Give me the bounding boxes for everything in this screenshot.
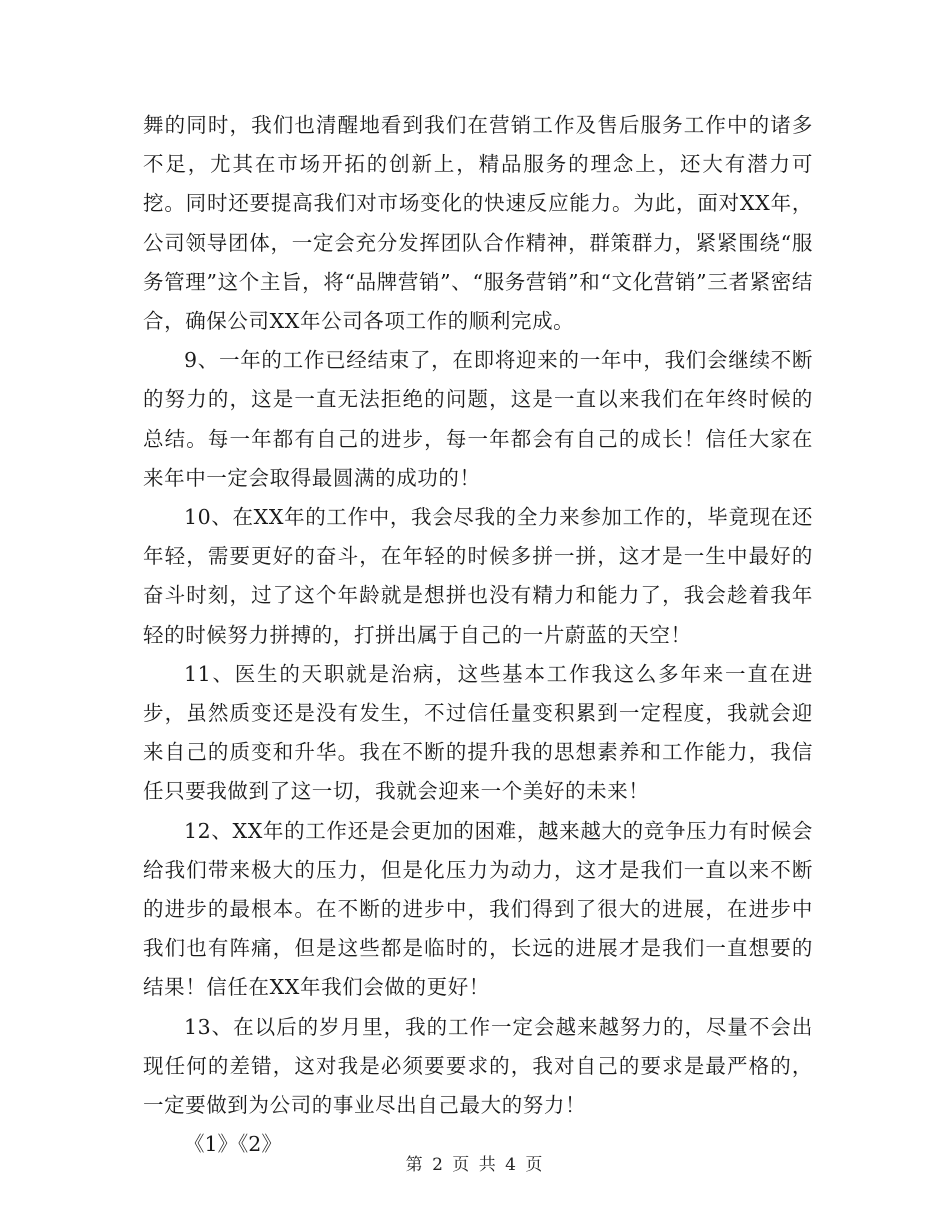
paragraph-item-12: 12、XX年的工作还是会更加的困难，越来越大的竞争压力有时候会给我们带来极大的压力，但是化压力为动力，这才是我们一直以来不断的进步的最根本。在不断的进步中，我们得到了很大的进展，在进步中我们也有阵痛，但是这些都是临时的，长远的进展才是我们一直想要的结果！信任在XX年我们会做的更好！ xyxy=(143,818,813,1000)
page-link-2[interactable]: 《2》 xyxy=(238,1132,282,1157)
paragraph-item-9: 9、一年的工作已经结束了，在即将迎来的一年中，我们会继续不断的努力的，这是一直无法拒绝的问题，这是一直以来我们在年终时候的总结。每一年都有自己的进步，每一年都会有自己的成长！信任大家在来年中一定会取得最圆满的成功的！ xyxy=(143,348,813,490)
document-body xyxy=(143,106,813,1164)
paragraph-item-10: 10、在XX年的工作中，我会尽我的全力来参加工作的，毕竟现在还年轻，需要更好的奋斗，在年轻的时候多拼一拼，这才是一生中最好的奋斗时刻，过了这个年龄就是想拼也没有精力和能力了，我会趁着我年轻的时候努力拼搏的，打拼出属于自己的一片蔚蓝的天空！ xyxy=(143,505,813,647)
page-link-1[interactable]: 《1》 xyxy=(184,1132,239,1157)
paragraph-item-13: 13、在以后的岁月里，我的工作一定会越来越努力的，尽量不会出现任何的差错，这对我是必须要要求的，我对自己的要求是最严格的，一定要做到为公司的事业尽出自己最大的努力！ xyxy=(143,1014,813,1118)
paragraph-item-11: 11、医生的天职就是治病，这些基本工作我这么多年来一直在进步，虽然质变还是没有发生，不过信任量变积累到一定程度，我就会迎来自己的质变和升华。我在不断的提升我的思想素养和工作能力，我信任只要我做到了这一切，我就会迎来一个美好的未来！ xyxy=(143,661,813,804)
page-footer: 第 2 页 共 4 页 xyxy=(405,1155,545,1175)
paragraph-continuation: 舞的同时，我们也清醒地看到我们在营销工作及售后服务工作中的诸多不足，尤其在市场开拓的创新上，精品服务的理念上，还大有潜力可挖。同时还要提高我们对市场变化的快速反应能力。为此，面对XX年，公司领导团体，一定会充分发挥团队合作精神，群策群力，紧紧围绕“服务管理”这个主旨，将“品牌营销”、“服务营销”和“文化营销”三者紧密结合，确保公司XX年公司各项工作的顺利完成。 xyxy=(143,113,813,334)
